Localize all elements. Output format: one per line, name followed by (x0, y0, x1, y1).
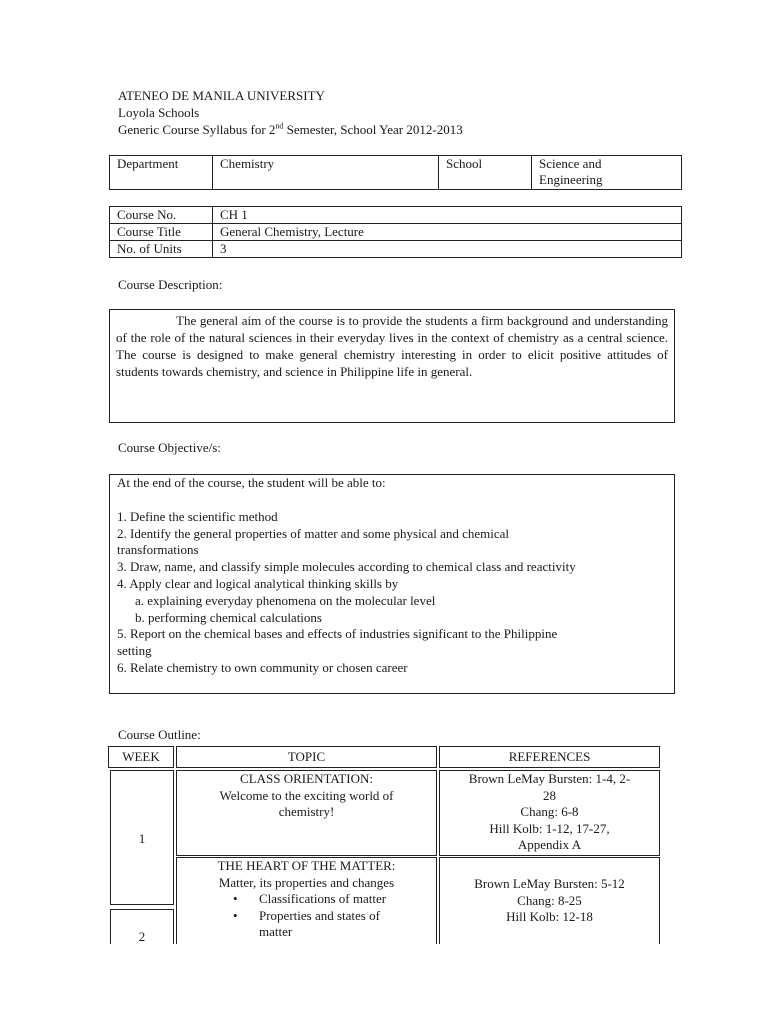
course-table (109, 206, 682, 258)
objective-6: 6. Relate chemistry to own community or chosen career (117, 659, 408, 675)
week-2: 2 (138, 929, 146, 944)
topic-2-title: THE HEART OF THE MATTER: (217, 858, 396, 873)
syllabus-title: Generic Course Syllabus for 2nd Semester, School Year 2012-2013 (118, 121, 463, 137)
topic-2-bullet-1: • Classifications of matter (233, 891, 387, 906)
objective-5: 5. Report on the chemical bases and effects of industries significant to the Philippine (117, 626, 558, 642)
outline-table (106, 744, 661, 944)
topic-1-line-2: chemistry! (278, 804, 335, 819)
ref-2-line-3: Hill Kolb: 12-18 (506, 909, 593, 924)
course-title-label: Course Title (110, 224, 213, 241)
objective-2-cont: transformations (117, 542, 199, 558)
school-value: Science and Engineering (532, 156, 682, 190)
objective-3: 3. Draw, name, and classify simple molecules according to chemical class and reactivity (117, 559, 576, 575)
ref-1-line-4: Hill Kolb: 1-12, 17-27, (489, 820, 610, 836)
ref-2-line-2: Chang: 8-25 (517, 892, 582, 908)
week-1: 1 (138, 831, 146, 846)
topic-row-2 (176, 857, 437, 944)
objectives-intro: At the end of the course, the student will be able to: (117, 475, 386, 490)
ref-1-line-2: 28 (543, 787, 556, 803)
topic-2-bullet-list (177, 891, 436, 941)
bullet-icon: • (233, 891, 238, 906)
header-week: WEEK (108, 746, 174, 768)
objective-5-cont: setting (117, 643, 152, 659)
dept-label: Department (110, 156, 213, 190)
dept-value: Chemistry (213, 156, 439, 190)
objective-4: 4. Apply clear and logical analytical thinking skills by (117, 575, 399, 591)
objective-2: 2. Identify the general properties of matter and some physical and chemical (117, 525, 510, 541)
ref-1-line-5: Appendix A (517, 837, 582, 852)
topic-2-bullet-2-cont: matter (259, 924, 293, 939)
objective-4a: a. explaining everyday phenomena on the molecular level (135, 592, 436, 608)
description-label: Course Description: (118, 277, 223, 292)
units-value: 3 (213, 241, 682, 258)
objectives-box (109, 474, 675, 694)
bullet-icon: • (233, 907, 238, 923)
topic-1-line-1: Welcome to the exciting world of (219, 787, 394, 803)
description-box (109, 309, 675, 423)
ref-1-line-1: Brown LeMay Bursten: 1-4, 2- (468, 771, 631, 786)
course-title-value: General Chemistry, Lecture (213, 224, 682, 241)
week-1-cell (110, 770, 174, 905)
references-row-1 (439, 770, 660, 856)
course-no-value: CH 1 (213, 207, 682, 224)
topic-1-title: CLASS ORIENTATION: (240, 771, 373, 786)
objectives-label: Course Objective/s: (118, 440, 221, 455)
units-label: No. of Units (110, 241, 213, 258)
references-row-2 (439, 857, 660, 944)
outline-label: Course Outline: (118, 727, 201, 742)
university-name: ATENEO DE MANILA UNIVERSITY (118, 88, 325, 103)
topic-2-bullet-2: • Properties and states of (233, 907, 380, 923)
week-2-cell (110, 909, 174, 944)
ref-2-line-1: Brown LeMay Bursten: 5-12 (474, 876, 625, 891)
header-references: REFERENCES (439, 746, 660, 768)
school-group: Loyola Schools (118, 105, 200, 120)
course-no-label: Course No. (110, 207, 213, 224)
objective-1: 1. Define the scientific method (117, 508, 278, 524)
description-text: The general aim of the course is to provide the students a firm background and understanding of the role of the natural sciences in their everyday lives in the context of chemistry as a central science. The course is designed to make general chemistry interesting in order to elicit positive attitudes of students towards chemistry, and science in Philippine life in general. (116, 313, 668, 379)
ref-1-line-3: Chang: 6-8 (520, 804, 579, 819)
header-topic: TOPIC (176, 746, 437, 768)
topic-2-sub: Matter, its properties and changes (218, 874, 395, 890)
objective-4b: b. performing chemical calculations (135, 609, 322, 625)
department-table (109, 155, 682, 190)
topic-row-1 (176, 770, 437, 856)
school-label: School (439, 156, 532, 190)
